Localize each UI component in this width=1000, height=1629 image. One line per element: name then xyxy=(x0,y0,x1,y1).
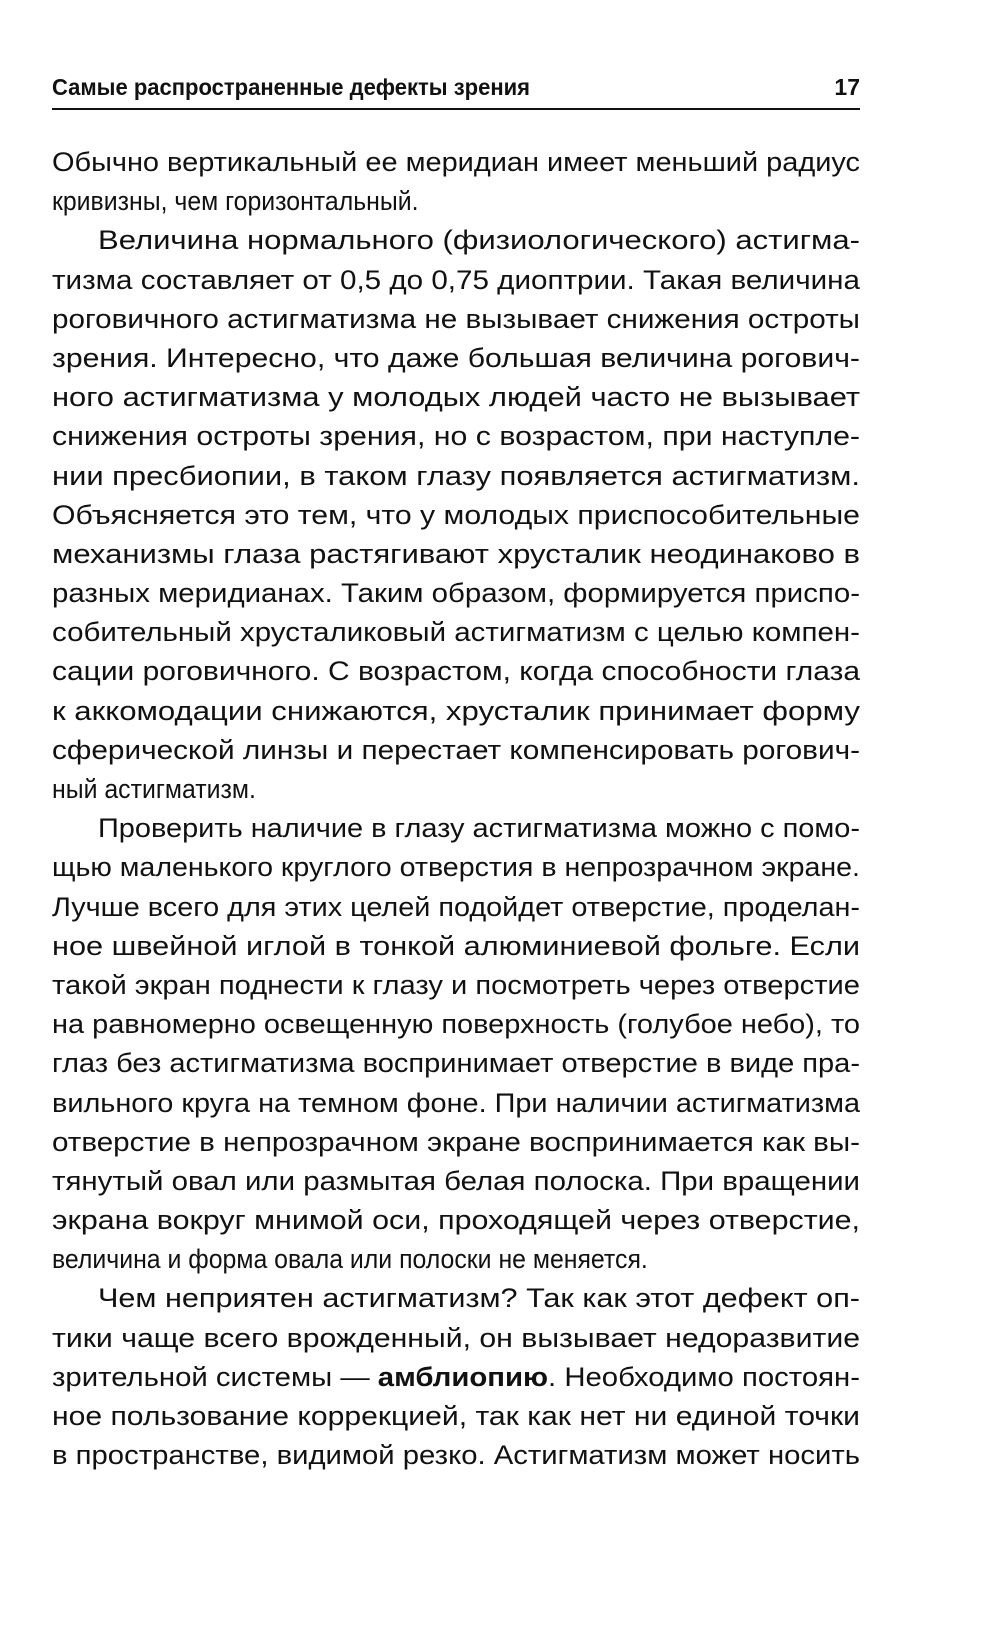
text-line: Объясняется это тем, что у молодых приспособительные xyxy=(52,499,860,530)
text-line: тики чаще всего врожденный, он вызывает недоразвитие xyxy=(52,1322,860,1353)
line-before-term: зрительной системы — xyxy=(52,1361,370,1392)
text-line: ное швейной иглой в тонкой алюминиевой фольге. Если xyxy=(52,930,860,961)
text-line: собительный хрусталиковый астигматизм с целью компен- xyxy=(52,617,860,648)
text-line: Обычно вертикальный ее меридиан имеет меньший радиус xyxy=(52,147,860,177)
text-line: сферической линзы и перестает компенсировать рогович- xyxy=(52,734,860,765)
text-line: кривизны, чем горизонтальный. xyxy=(52,186,419,217)
text-line: снижения остроты зрения, но с возрастом, при наступле- xyxy=(52,421,860,452)
text-line: роговичного астигматизма не вызывает снижения остроты xyxy=(52,303,860,334)
text-line: такой экран поднести к глазу и посмотреть через отверстие xyxy=(52,969,860,1000)
text-line: ный астигматизм. xyxy=(52,774,256,804)
text-line: экрана вокруг мнимой оси, проходящей через отверстие, xyxy=(52,1205,860,1236)
text-line: в пространстве, видимой резко. Астигматизм может носить xyxy=(52,1440,860,1471)
running-title: Самые распространенные дефекты зрения xyxy=(52,74,530,100)
page-number: 17 xyxy=(834,74,860,100)
body-text xyxy=(52,143,860,1475)
text-line: Проверить наличие в глазу астигматизма можно с помо- xyxy=(98,813,860,844)
text-line-with-term xyxy=(52,1358,860,1397)
text-line: механизмы глаза растягивают хрусталик неодинаково в xyxy=(52,538,860,569)
text-line: тизма составляет от 0,5 до 0,75 диоптрии. Такая величина xyxy=(52,264,860,295)
text-line: зрения. Интересно, что даже большая величина рогович- xyxy=(52,342,860,373)
text-line: ное пользование коррекцией, так как нет ни единой точки xyxy=(52,1401,860,1431)
text-line: к аккомодации снижаются, хрусталик принимает форму xyxy=(52,695,860,726)
text-line: разных меридианах. Таким образом, формируется приспо- xyxy=(52,578,860,609)
text-line: величина и форма овала или полоски не меняется. xyxy=(52,1244,648,1275)
text-line: отверстие в непрозрачном экране воспринимается как вы- xyxy=(52,1126,860,1157)
text-line: ного астигматизма у молодых людей часто не вызывает xyxy=(52,382,860,413)
text-line: Величина нормального (физиологического) астигма- xyxy=(98,225,860,256)
text-line: вильного круга на темном фоне. При наличии астигматизма xyxy=(52,1087,860,1118)
text-line: щью маленького круглого отверстия в непрозрачном экране. xyxy=(52,852,860,883)
text-line: на равномерно освещенную поверхность (голубое небо), то xyxy=(52,1009,860,1040)
running-header xyxy=(52,72,860,106)
bold-term: амблиопию xyxy=(377,1361,549,1392)
text-line: сации роговичного. С возрастом, когда способности глаза xyxy=(52,656,860,687)
line-after-term: . Необходимо постоян- xyxy=(548,1361,860,1392)
header-divider xyxy=(52,108,860,110)
text-line: тянутый овал или размытая белая полоска. При вращении xyxy=(52,1165,860,1196)
text-line: глаз без астигматизма воспринимает отверстие в виде пра- xyxy=(52,1048,860,1079)
text-line: Чем неприятен астигматизм? Так как этот дефект оп- xyxy=(98,1283,860,1314)
text-line: Лучше всего для этих целей подойдет отверстие, проделан- xyxy=(52,891,860,922)
text-line: нии пресбиопии, в таком глазу появляется астигматизм. xyxy=(52,460,860,491)
